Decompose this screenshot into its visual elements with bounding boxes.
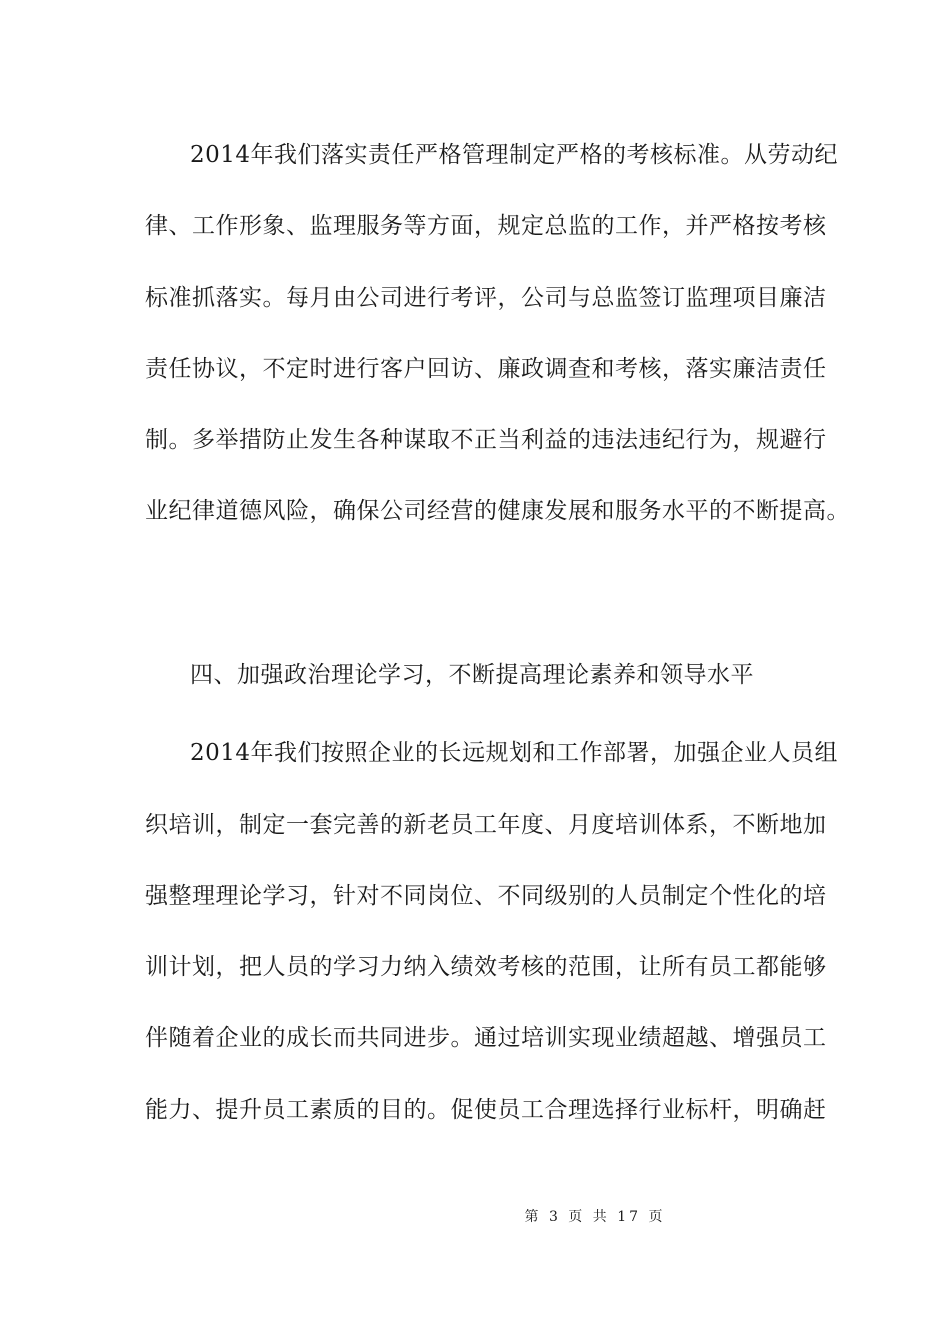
paragraph-2-line-5: 伴随着企业的成长而共同进步。通过培训实现业绩超越、增强员工 <box>145 1025 827 1051</box>
paragraph-1-line-5: 制。多举措防止发生各种谋取不正当利益的违法违纪行为，规避行 <box>145 427 827 453</box>
paragraph-1-line-6: 业纪律道德风险，确保公司经营的健康发展和服务水平的不断提高。 <box>145 498 850 524</box>
page-number-footer: 第 3 页 共 17 页 <box>524 1209 666 1225</box>
paragraph-2-line-1: 2014年我们按照企业的长远规划和工作部署，加强企业人员组 <box>190 740 839 766</box>
paragraph-1-line-2: 律、工作形象、监理服务等方面，规定总监的工作，并严格按考核 <box>145 213 827 239</box>
paragraph-1-line-1: 2014年我们落实责任严格管理制定严格的考核标准。从劳动纪 <box>190 142 839 168</box>
paragraph-2-line-6: 能力、提升员工素质的目的。促使员工合理选择行业标杆，明确赶 <box>145 1097 827 1123</box>
paragraph-2-line-4: 训计划，把人员的学习力纳入绩效考核的范围，让所有员工都能够 <box>145 954 827 980</box>
paragraph-2-line-3: 强整理理论学习，针对不同岗位、不同级别的人员制定个性化的培 <box>145 883 827 909</box>
section-heading: 四、加强政治理论学习，不断提高理论素养和领导水平 <box>190 662 754 688</box>
paragraph-1-line-3: 标准抓落实。每月由公司进行考评，公司与总监签订监理项目廉洁 <box>145 285 827 311</box>
paragraph-1-line-4: 责任协议，不定时进行客户回访、廉政调查和考核，落实廉洁责任 <box>145 356 827 382</box>
paragraph-2-line-2: 织培训，制定一套完善的新老员工年度、月度培训体系，不断地加 <box>145 812 827 838</box>
